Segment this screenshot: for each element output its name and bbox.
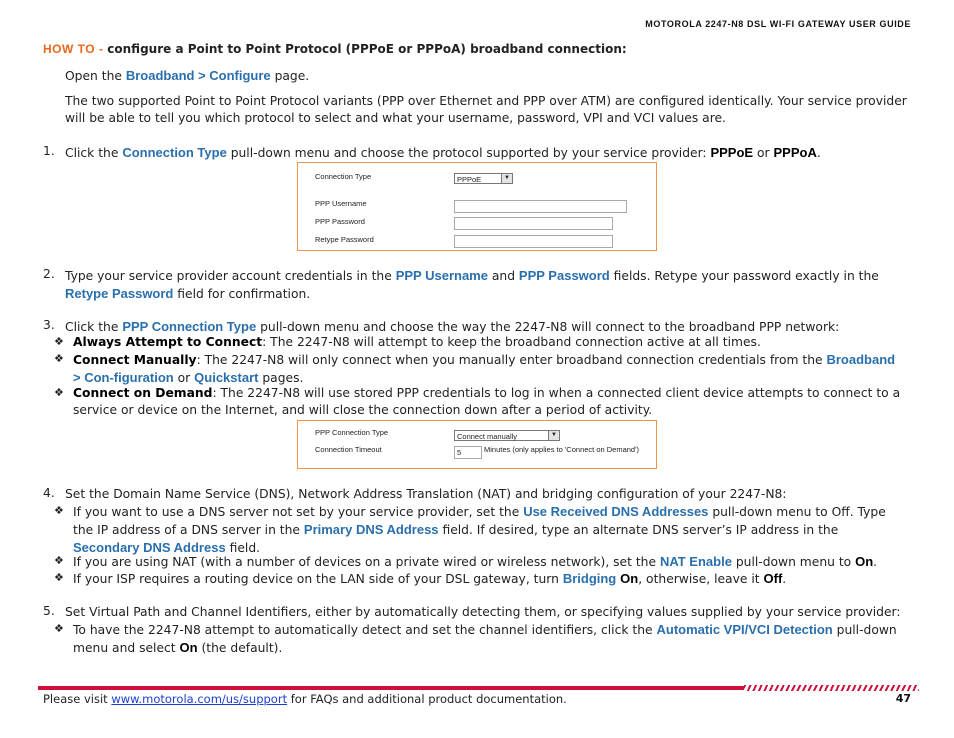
connection-type-select[interactable]: PPPoE ▼	[454, 173, 513, 184]
step-3-text: Click the PPP Connection Type pull-down menu and choose the way the 2247-N8 will connect to the broadband PPP network:	[65, 319, 840, 334]
chevron-down-icon: ▼	[548, 431, 559, 440]
step-4-bullet-bridging: If your ISP requires a routing device on the LAN side of your DSL gateway, turn Bridging On, otherwise, leave it Off.	[73, 571, 787, 586]
footer-rule	[38, 686, 744, 690]
support-link[interactable]: www.motorola.com/us/support	[111, 692, 288, 706]
howto-heading	[43, 42, 627, 56]
ppp-connection-type-select[interactable]: Connect manually ▼	[454, 430, 560, 441]
step-5-bullet-vpi: To have the 2247-N8 attempt to automatically detect and set the channel identifiers, click the Automatic VPI/VCI Detection pull-down menu and select On (the default).	[73, 622, 897, 655]
step-3-bullet-demand: Connect on Demand: The 2247-N8 will use stored PPP credentials to log in when a connected client device attempts to connect to a service or device on the Internet, and will close the connection down after a period of activity.	[73, 386, 901, 417]
ppp-connection-screenshot	[297, 420, 657, 469]
connection-type-label: Connection Type	[315, 172, 372, 181]
ppp-password-label: PPP Password	[315, 217, 365, 226]
ppp-username-label: PPP Username	[315, 199, 367, 208]
pppoe-settings-screenshot	[297, 162, 657, 251]
step-4-bullet-dns: If you want to use a DNS server not set by your service provider, set the Use Received DNS Addresses pull-down menu to Off. Type the IP address of a DNS server in the Primary DNS Address field. If desired, type an alternate DNS server’s IP address in the Secondary DNS Address field.	[73, 504, 886, 555]
bullet-icon: ❖	[54, 386, 64, 399]
page-number: 47	[895, 692, 911, 705]
intro-open: Open the Broadband > Configure page.	[65, 68, 310, 83]
ppp-connection-type-label: PPP Connection Type	[315, 428, 389, 437]
step-4-bullet-nat: If you are using NAT (with a number of devices on a private wired or wireless network), set the NAT Enable pull-down menu to On.	[73, 554, 878, 569]
bullet-icon: ❖	[54, 352, 64, 365]
guide-title: MOTOROLA 2247-N8 DSL WI-FI GATEWAY USER GUIDE	[645, 19, 911, 29]
chevron-down-icon: ▼	[501, 174, 512, 183]
step-3-number: 3.	[43, 318, 55, 332]
step-1-text: Click the Connection Type pull-down menu and choose the protocol supported by your service provider: PPPoE or PPPoA.	[65, 145, 821, 160]
retype-password-input[interactable]	[454, 235, 613, 248]
step-5-text: Set Virtual Path and Channel Identifiers, either by automatically detecting them, or specifying values supplied by your service provider:	[65, 605, 901, 619]
step-5-number: 5.	[43, 604, 55, 618]
bullet-icon: ❖	[54, 622, 64, 635]
howto-tag: HOW TO -	[43, 42, 108, 56]
connection-timeout-input[interactable]: 5	[454, 446, 482, 459]
step-3-bullet-manual: Connect Manually: The 2247-N8 will only connect when you manually enter broadband connection credentials from the Broadband > Con-figuration or Quickstart pages.	[73, 352, 896, 385]
connection-timeout-note: Minutes (only applies to 'Connect on Demand')	[484, 445, 640, 454]
ppp-password-input[interactable]	[454, 217, 613, 230]
bullet-icon: ❖	[54, 335, 64, 348]
ppp-username-input[interactable]	[454, 200, 627, 213]
step-2-text: Type your service provider account credentials in the PPP Username and PPP Password fields. Retype your password exactly in the Retype Password field for confirmation.	[65, 268, 879, 301]
step-1-number: 1.	[43, 144, 55, 158]
howto-title: configure a Point to Point Protocol (PPPoE or PPPoA) broadband connection:	[107, 42, 627, 56]
intro-paragraph: The two supported Point to Point Protocol variants (PPP over Ethernet and PPP over ATM) are configured identically. Your service provider will be able to tell you which protocol to select and what your username, password, VPI and VCI values are.	[65, 94, 907, 125]
footer-hatch	[744, 685, 919, 691]
step-4-number: 4.	[43, 486, 55, 500]
bullet-icon: ❖	[54, 571, 64, 584]
bullet-icon: ❖	[54, 554, 64, 567]
step-2-number: 2.	[43, 267, 55, 281]
retype-password-label: Retype Password	[315, 235, 374, 244]
footer-text: Please visit www.motorola.com/us/support for FAQs and additional product documentation.	[43, 692, 567, 706]
connection-timeout-label: Connection Timeout	[315, 445, 382, 454]
step-3-bullet-always: Always Attempt to Connect: The 2247-N8 will attempt to keep the broadband connection active at all times.	[73, 335, 761, 349]
step-4-text: Set the Domain Name Service (DNS), Network Address Translation (NAT) and bridging configuration of your 2247-N8:	[65, 487, 787, 501]
bullet-icon: ❖	[54, 504, 64, 517]
